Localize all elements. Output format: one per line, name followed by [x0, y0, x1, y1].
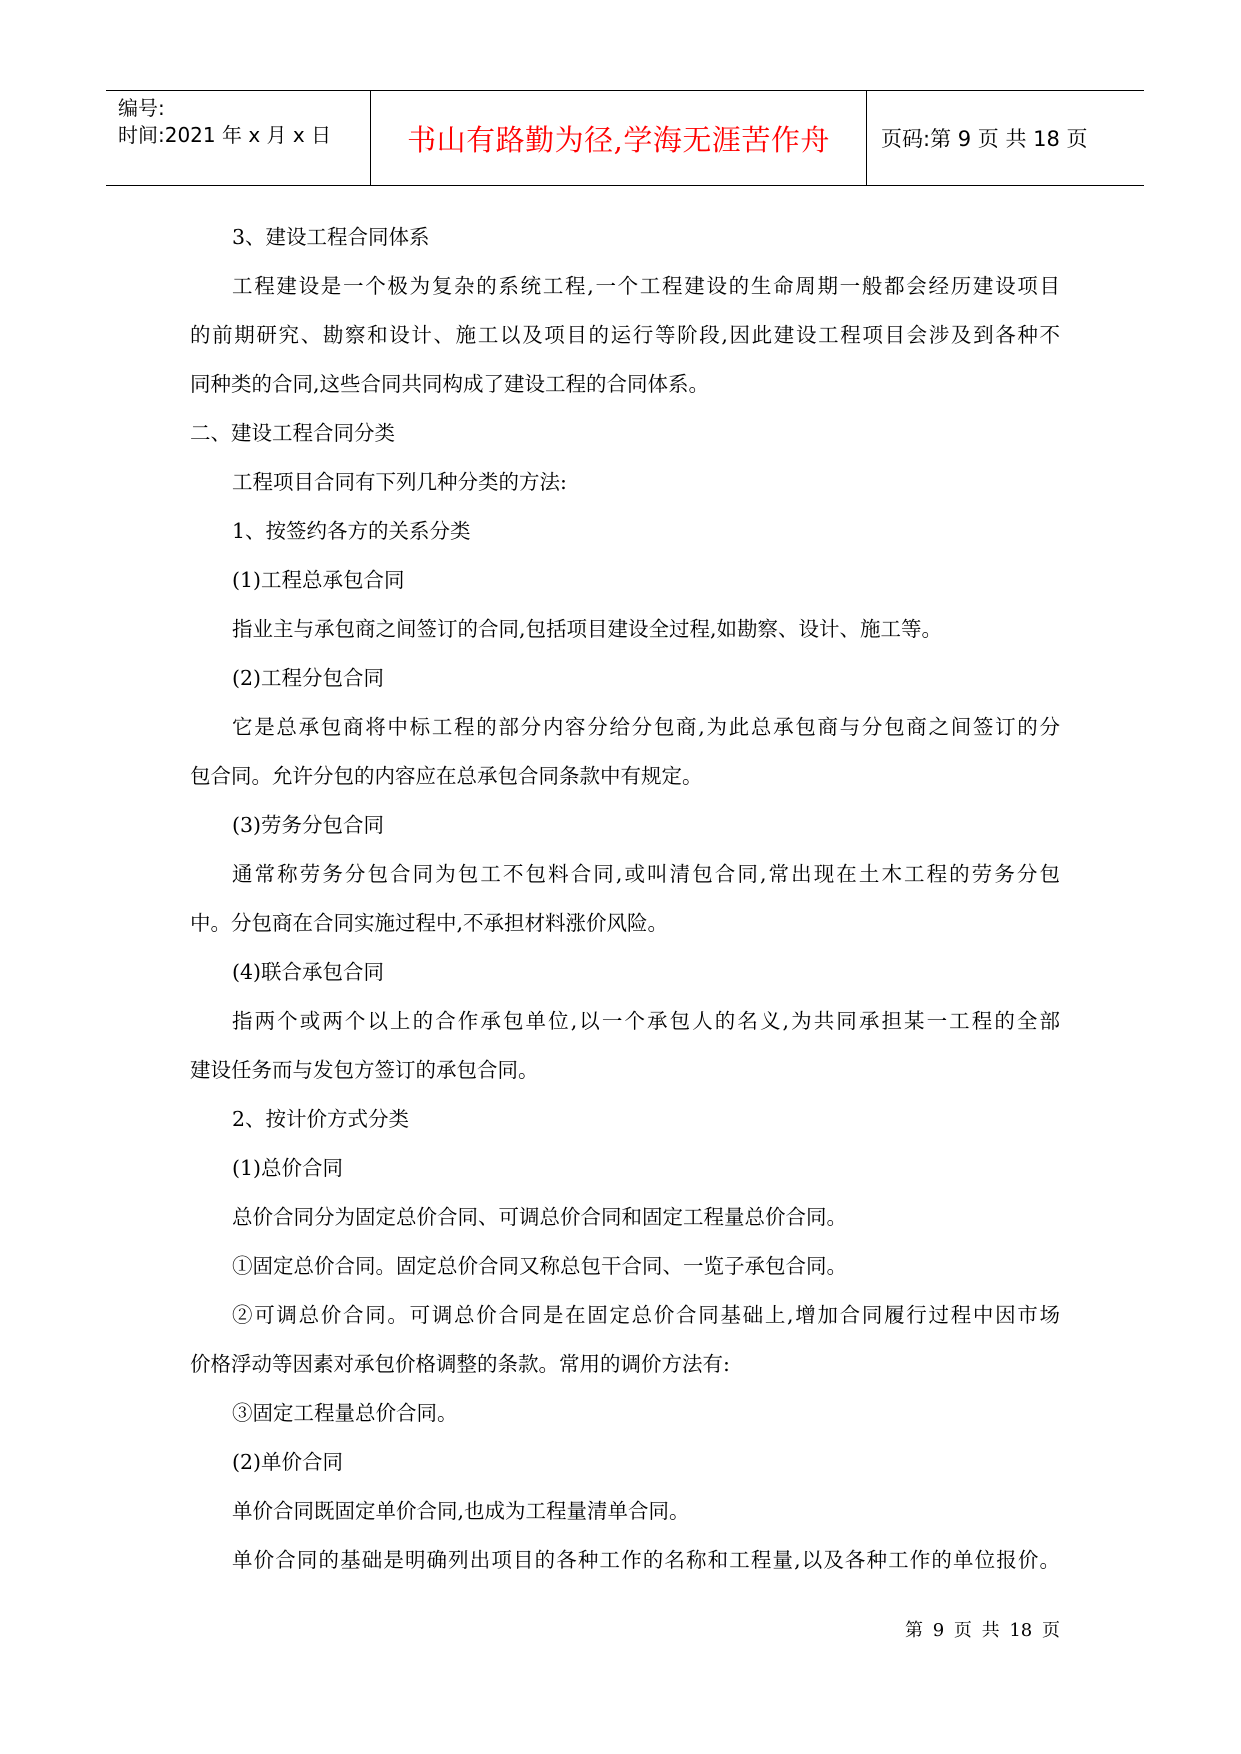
number-label: 编号: — [118, 96, 165, 120]
paragraph-line: ①固定总价合同。固定总价合同又称总包干合同、一览子承包合同。 — [232, 1254, 847, 1278]
header-right-cell — [867, 91, 1144, 185]
header-center-cell — [371, 91, 867, 185]
paragraph-line: (1)总价合同 — [232, 1156, 344, 1180]
paragraph-line: 的前期研究、勘察和设计、施工以及项目的运行等阶段,因此建设工程项目会涉及到各种不 — [190, 323, 1060, 347]
paragraph-line: (1)工程总承包合同 — [232, 568, 405, 592]
header-left-cell — [106, 91, 371, 185]
paragraph-line: 单价合同既固定单价合同,也成为工程量清单合同。 — [232, 1499, 690, 1523]
paragraph-line: 它是总承包商将中标工程的部分内容分给分包商,为此总承包商与分包商之间签订的分 — [232, 715, 1060, 739]
paragraph-line: 工程建设是一个极为复杂的系统工程,一个工程建设的生命周期一般都会经历建设项目 — [232, 274, 1060, 298]
paragraph-line: 指两个或两个以上的合作承包单位,以一个承包人的名义,为共同承担某一工程的全部 — [232, 1009, 1060, 1033]
paragraph-line: ②可调总价合同。可调总价合同是在固定总价合同基础上,增加合同履行过程中因市场 — [232, 1303, 1060, 1327]
paragraph-line: 包合同。允许分包的内容应在总承包合同条款中有规定。 — [190, 764, 703, 788]
paragraph-line: 价格浮动等因素对承包价格调整的条款。常用的调价方法有: — [190, 1352, 730, 1376]
paragraph-line: 同种类的合同,这些合同共同构成了建设工程的合同体系。 — [190, 372, 710, 396]
paragraph-line: 1、按签约各方的关系分类 — [232, 519, 471, 543]
paragraph-line: (2)单价合同 — [232, 1450, 344, 1474]
paragraph-line: 工程项目合同有下列几种分类的方法: — [232, 470, 567, 494]
paragraph-line: (2)工程分包合同 — [232, 666, 385, 690]
paragraph-line: 指业主与承包商之间签订的合同,包括项目建设全过程,如勘察、设计、施工等。 — [232, 617, 943, 641]
paragraph-line: ③固定工程量总价合同。 — [232, 1401, 458, 1425]
paragraph-line: 单价合同的基础是明确列出项目的各种工作的名称和工程量,以及各种工作的单位报价。 — [232, 1548, 1060, 1572]
paragraph-line: 总价合同分为固定总价合同、可调总价合同和固定工程量总价合同。 — [232, 1205, 847, 1229]
header-page-info: 页码:第 9 页 共 18 页 — [881, 127, 1088, 151]
paragraph-line: (4)联合承包合同 — [232, 960, 385, 984]
paragraph-line: 二、建设工程合同分类 — [190, 421, 395, 445]
motto-text: 书山有路勤为径,学海无涯苦作舟 — [407, 122, 830, 157]
page-header — [106, 90, 1144, 186]
time-label: 时间:2021 年 x 月 x 日 — [118, 123, 332, 147]
paragraph-line: 建设任务而与发包方签订的承包合同。 — [190, 1058, 539, 1082]
page-footer: 第 9 页 共 18 页 — [905, 1620, 1060, 1641]
document-body — [190, 213, 1060, 1585]
paragraph-line: 2、按计价方式分类 — [232, 1107, 410, 1131]
paragraph-line: (3)劳务分包合同 — [232, 813, 385, 837]
paragraph-line: 中。分包商在合同实施过程中,不承担材料涨价风险。 — [190, 911, 669, 935]
paragraph-line: 通常称劳务分包合同为包工不包料合同,或叫清包合同,常出现在土木工程的劳务分包 — [232, 862, 1060, 886]
paragraph-line: 3、建设工程合同体系 — [232, 225, 430, 249]
